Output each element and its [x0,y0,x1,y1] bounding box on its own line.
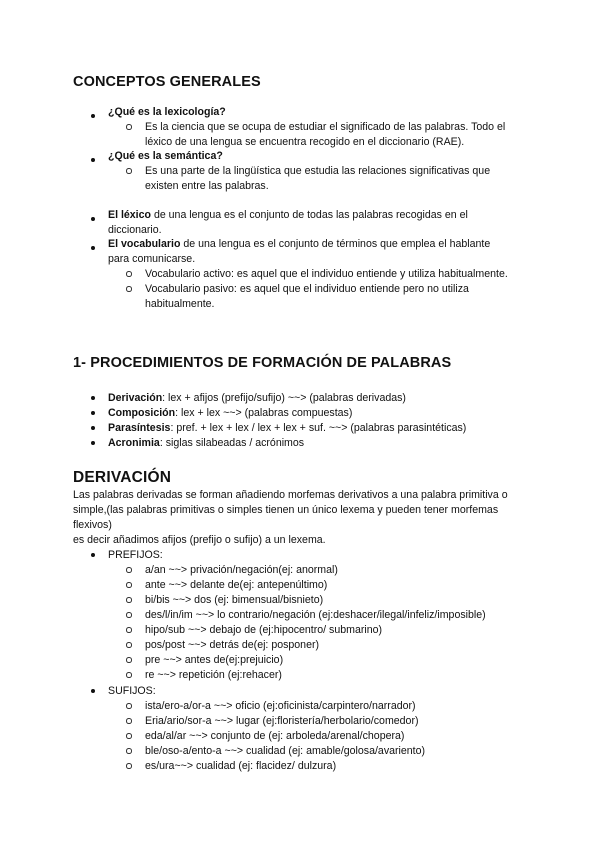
procedimiento-description: : lex + afijos (prefijo/sufijo) ~~> (palabras derivadas) [162,392,406,404]
sub-bullet-icon [126,748,132,754]
vocabulario-pasivo-line1: Vocabulario pasivo: es aquel que el individuo entiende pero no utiliza [145,283,469,295]
bullet-icon [91,411,95,415]
section-title-derivacion: DERIVACIÓN [73,469,172,486]
bullet-icon [91,426,95,430]
lexico-term: El léxico [108,209,151,221]
bullet-icon [91,441,95,445]
derivacion-paragraph-line1: Las palabras derivadas se forman añadiendo morfemas derivativos a una palabra primitiva o [73,489,508,501]
vocabulario-line2: para comunicarse. [108,253,196,265]
answer-lexicologia-line1: Es la ciencia que se ocupa de estudiar el significado de las palabras. Todo el [145,121,506,133]
sub-bullet-icon [126,271,132,277]
procedimiento-term: Acronimia [108,437,160,449]
bullet-icon [91,553,95,557]
sub-bullet-icon [126,582,132,588]
procedimiento-composicion [108,406,352,420]
sub-bullet-icon [126,124,132,130]
bullet-icon [91,689,95,693]
sub-bullet-icon [126,612,132,618]
vocabulario-activo: Vocabulario activo: es aquel que el individuo entiende y utiliza habitualmente. [145,268,508,280]
sub-bullet-icon [126,627,132,633]
procedimiento-term: Parasíntesis [108,422,171,434]
derivacion-paragraph-line3: flexivos) [73,519,112,531]
sufijos-label: SUFIJOS: [108,685,156,697]
sufijo-item: eda/al/ar ~~> conjunto de (ej: arboleda/arenal/chopera) [145,730,405,742]
prefijos-label: PREFIJOS: [108,549,163,561]
vocabulario-definition: de una lengua es el conjunto de términos que emplea el hablante [180,238,491,250]
prefijo-item: des/l/in/im ~~> lo contrario/negación (ej:deshacer/ilegal/infeliz/imposible) [145,609,486,621]
answer-semantica-line2: existen entre las palabras. [145,180,269,192]
answer-semantica-line1: Es una parte de la lingüística que estudia las relaciones significativas que [145,165,491,177]
sub-bullet-icon [126,657,132,663]
vocabulario-line1 [108,237,490,251]
procedimiento-term: Composición [108,407,176,419]
bullet-icon [91,217,95,221]
prefijo-item: pre ~~> antes de(ej:prejuicio) [145,654,284,666]
section-title-procedimientos: 1- PROCEDIMIENTOS DE FORMACIÓN DE PALABRAS [73,355,452,371]
sufijo-item: Eria/ario/sor-a ~~> lugar (ej:floristería/herbolario/comedor) [145,715,419,727]
sub-bullet-icon [126,703,132,709]
procedimiento-acronimia [108,436,304,450]
sub-bullet-icon [126,642,132,648]
derivacion-paragraph-line2: simple,(las palabras primitivas o simples tienen un único lexema y pueden tener morfemas [73,504,499,516]
section-title-conceptos: CONCEPTOS GENERALES [73,74,261,90]
question-semantica: ¿Qué es la semántica? [108,150,223,162]
prefijo-item: pos/post ~~> detrás de(ej: posponer) [145,639,320,651]
sufijo-item: ista/ero-a/or-a ~~> oficio (ej:oficinista/carpintero/narrador) [145,700,416,712]
bullet-icon [91,396,95,400]
sufijo-item: ble/oso-a/ento-a ~~> cualidad (ej: amable/golosa/avariento) [145,745,426,757]
question-lexicologia: ¿Qué es la lexicología? [108,106,226,118]
sub-bullet-icon [126,672,132,678]
sub-bullet-icon [126,597,132,603]
procedimiento-parasintesis [108,421,466,435]
sub-bullet-icon [126,168,132,174]
sub-bullet-icon [126,733,132,739]
procedimiento-description: : siglas silabeadas / acrónimos [159,437,305,449]
sub-bullet-icon [126,718,132,724]
lexico-line2: diccionario. [108,224,162,236]
prefijo-item: re ~~> repetición (ej:rehacer) [145,669,282,681]
derivacion-paragraph-line4: es decir añadimos afijos (prefijo o sufijo) a un lexema. [73,534,326,546]
answer-lexicologia-line2: léxico de una lengua se encuentra recogido en el diccionario (RAE). [145,136,465,148]
sub-bullet-icon [126,286,132,292]
sub-bullet-icon [126,763,132,769]
prefijo-item: hipo/sub ~~> debajo de (ej:hipocentro/ submarino) [145,624,383,636]
sub-bullet-icon [126,567,132,573]
procedimiento-description: : pref. + lex + lex / lex + lex + suf. ~~> (palabras parasintéticas) [170,422,467,434]
bullet-icon [91,158,95,162]
procedimiento-derivacion [108,391,406,405]
sufijo-item: es/ura~~> cualidad (ej: flacidez/ dulzura) [145,760,337,772]
vocabulario-term: El vocabulario [108,238,181,250]
bullet-icon [91,246,95,250]
lexico-line1 [108,208,468,222]
procedimiento-term: Derivación [108,392,163,404]
prefijo-item: ante ~~> delante de(ej: antepenúltimo) [145,579,328,591]
prefijo-item: bi/bis ~~> dos (ej: bimensual/bisnieto) [145,594,324,606]
procedimiento-description: : lex + lex ~~> (palabras compuestas) [175,407,353,419]
vocabulario-pasivo-line2: habitualmente. [145,298,215,310]
lexico-definition: de una lengua es el conjunto de todas las palabras recogidas en el [151,209,468,221]
prefijo-item: a/an ~~> privación/negación(ej: anormal) [145,564,338,576]
bullet-icon [91,114,95,118]
